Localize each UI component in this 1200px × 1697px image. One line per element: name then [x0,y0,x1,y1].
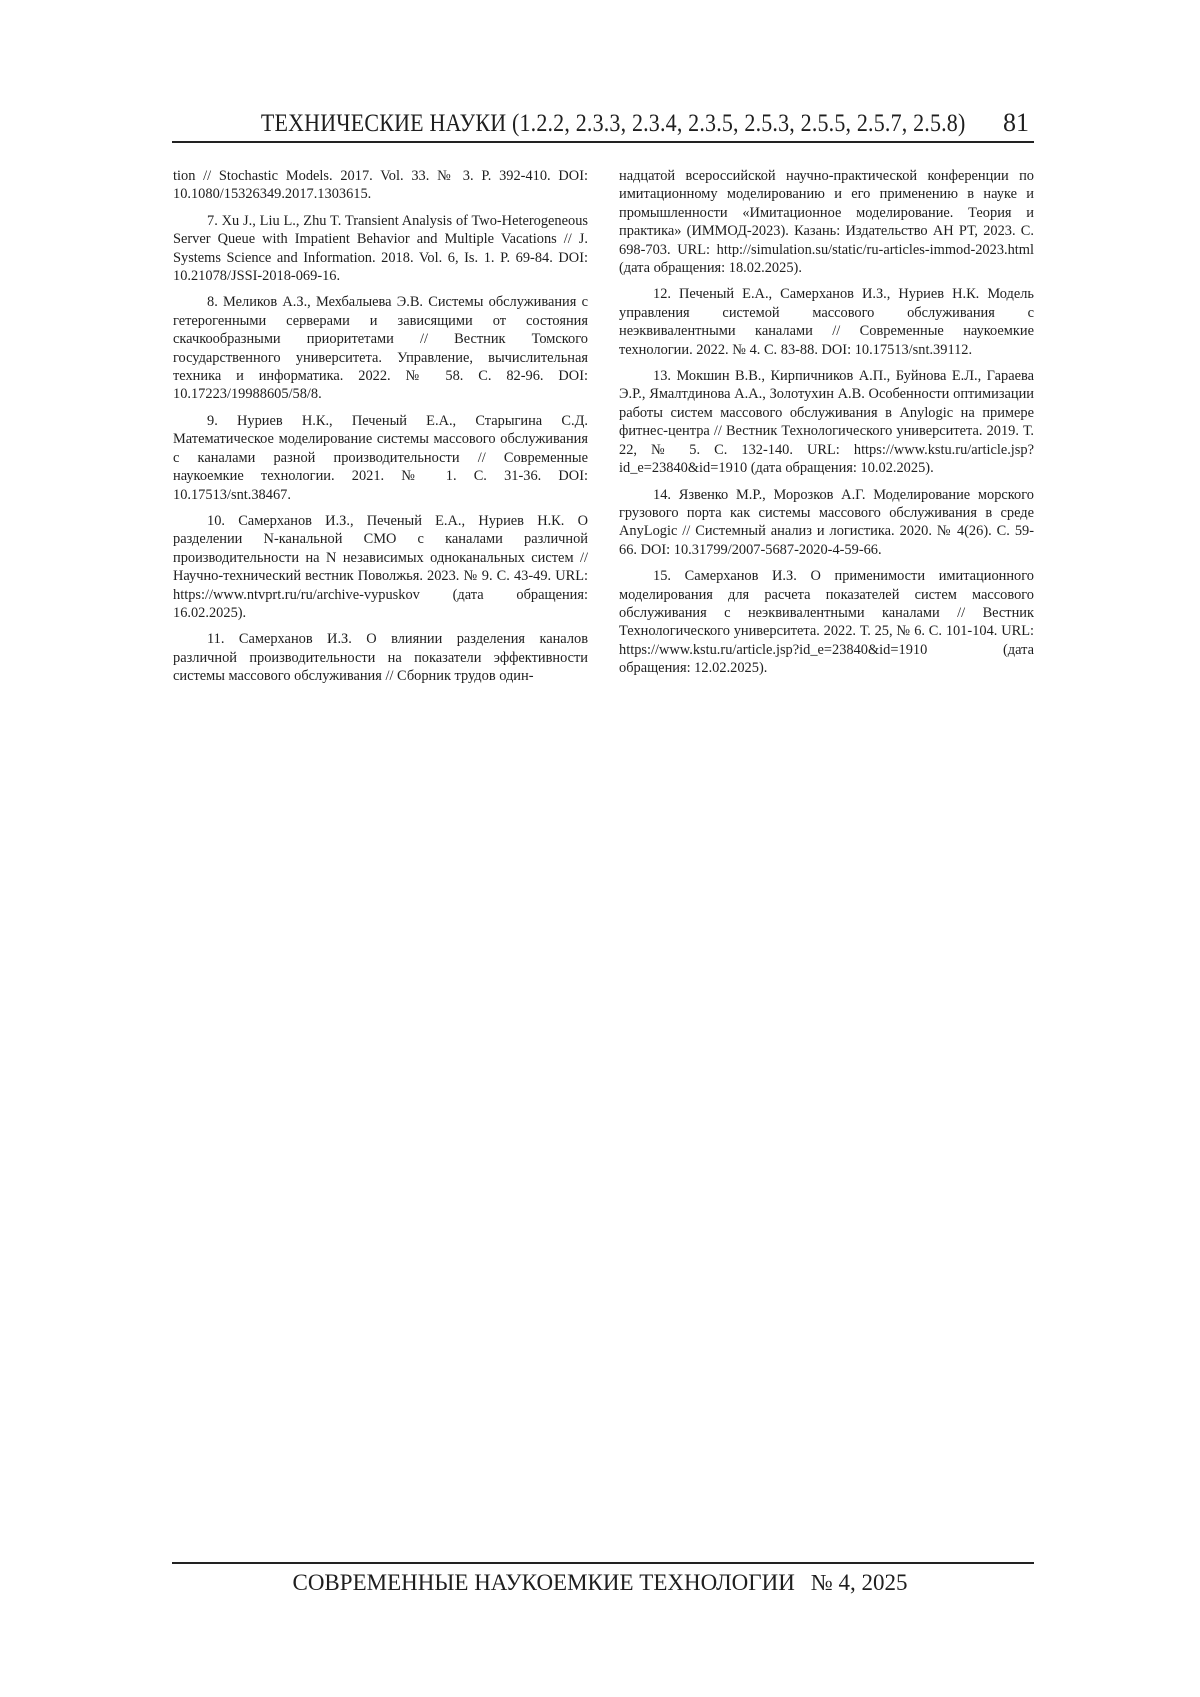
issue-number: № 4, 2025 [810,1570,908,1595]
footer-divider [172,1562,1034,1564]
reference-item: 8. Меликов А.З., Мехбалыева Э.В. Системы обслуживания с гетерогенными серверами и зависящими от состояния скачкообразными приоритетами // Вестник Томского государственного университета. Управление, вычислительная техника и информатика. 2022. № 58. С. 82-96. DOI: 10.17223/19988605/58/8. [173,294,588,403]
reference-item: надцатой всероссийской научно-практической конференции по имитационному моделированию и его применению в науке и промышленности «Имитационное моделирование. Теория и практика» (ИММОД-2023). Казань: Издательство АН РТ, 2023. С. 698-703. URL: http://simulation.su/static/ru-articles-immod-2023.html (дата обращения: 18.02.2025). [619,168,1034,277]
references-left-column [173,167,588,694]
reference-item: 12. Печеный Е.А., Самерханов И.З., Нуриев Н.К. Модель управления системой массового обслуживания с неэквивалентными каналами // Современные наукоемкие технологии. 2022. № 4. С. 83-88. DOI: 10.17513/snt.39112. [619,286,1034,358]
reference-item: 11. Самерханов И.З. О влиянии разделения каналов различной производительности на показатели эффективности системы массового обслуживания // Сборник трудов один- [173,631,588,685]
reference-item: 14. Язвенко М.Р., Морозков А.Г. Моделирование морского грузового порта как системы массового обслуживания в среде AnyLogic // Системный анализ и логистика. 2020. № 4(26). С. 59-66. DOI: 10.31799/2007-5687-2020-4-59-66. [619,486,1034,558]
running-header [172,110,966,140]
references-right-column [619,167,1034,686]
reference-item: tion // Stochastic Models. 2017. Vol. 33. № 3. P. 392-410. DOI: 10.1080/15326349.2017.1303615. [173,168,588,203]
header-divider [172,141,1034,143]
reference-item: 9. Нуриев Н.К., Печеный Е.А., Старыгина С.Д. Математическое моделирование системы массового обслуживания с каналами разной производительности // Современные наукоемкие технологии. 2021. № 1. С. 31-36. DOI: 10.17513/snt.38467. [173,412,588,503]
reference-item: 15. Самерханов И.З. О применимости имитационного моделирования для расчета показателей систем массового обслуживания с неэквивалентными каналами // Вестник Технологического университета. 2022. Т. 25, № 6. С. 101-104. URL: https://www.kstu.ru/article.jsp?id_e=23840&id=1910 (дата обращения: 12.02.2025). [619,568,1034,677]
running-footer [0,1570,1200,1596]
reference-item: 7. Xu J., Liu L., Zhu T. Transient Analysis of Two-Heterogeneous Server Queue with Impatient Behavior and Multiple Vacations // J. Systems Science and Information. 2018. Vol. 6, Is. 1. P. 69-84. DOI: 10.21078/JSSI-2018-069-16. [173,212,588,285]
page-number: 81 [1003,108,1029,137]
reference-item: 10. Самерханов И.З., Печеный Е.А., Нуриев Н.К. О разделении N-канальной СМО с каналами различной производительности на N независимых одноканальных систем // Научно-технический вестник Поволжья. 2023. № 9. С. 43-49. URL: https://www.ntvprt.ru/ru/archive-vypuskov (дата обращения: 16.02.2025). [173,512,588,621]
section-title: ТЕХНИЧЕСКИЕ НАУКИ (1.2.2, 2.3.3, 2.3.4, 2.3.5, 2.5.3, 2.5.5, 2.5.7, 2.5.8) [260,110,966,137]
reference-item: 13. Мокшин В.В., Кирпичников А.П., Буйнова Е.Л., Гараева Э.Р., Ямалтдинова А.А., Золотухин А.В. Особенности оптимизации работы систем массового обслуживания в Anylogic на примере фитнес-центра // Вестник Технологического университета. 2019. Т. 22, № 5. С. 132-140. URL: https://www.kstu.ru/article.jsp?id_e=23840&id=1910 (дата обращения: 10.02.2025). [619,368,1034,477]
journal-name: СОВРЕМЕННЫЕ НАУКОЕМКИЕ ТЕХНОЛОГИИ [292,1570,795,1595]
